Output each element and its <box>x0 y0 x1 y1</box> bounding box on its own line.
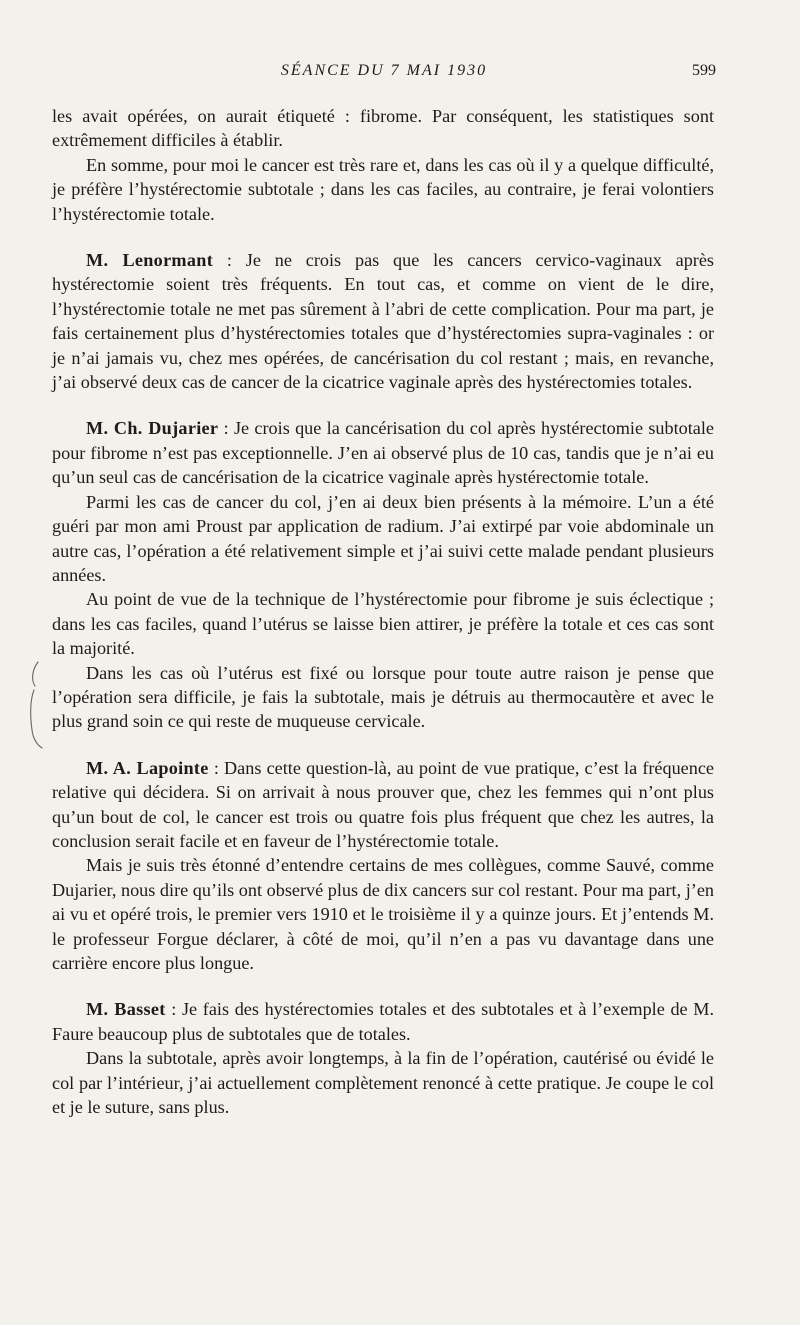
paragraph-text: : Je ne crois pas que les cancers cervico-vaginaux après hystérectomie soient très fréquents. En tout cas, et comme on vient de le dire, l’hystérectomie totale ne met pas sûrement à l’abri de cette complication. Pour ma part, je fais certainement plus d’hystérectomies totales que d’hystérectomies supra-vaginales : or je n’ai jamais vu, chez mes opérées, de cancérisation du col restant ; mais, en revanche, j’ai observé deux cas de cancer de la cicatrice vaginale après des hystérectomies totales. <box>52 250 715 393</box>
speech-paragraph <box>52 416 714 489</box>
paragraph-text: les avait opérées, on aurait étiqueté : fibrome. Par conséquent, les statistiques sont extrêmement difficiles à établir. <box>52 106 714 151</box>
paragraph-text: : Je crois que la cancérisation du col après hystérectomie subtotale pour fibrome n’est pas exceptionnelle. J’en ai observé plus de 10 cas, tandis que je n’ai eu qu’un seul cas de cancérisation de la cicatrice vaginale après hystérectomie totale. <box>52 418 714 488</box>
paragraph-text: Dans les cas où l’utérus est fixé ou lorsque pour toute autre raison je pense que l’opération sera difficile, je fais la subtotale, mais je détruis au thermocautère et avec le plus grand soin ce qui reste de muqueuse cervicale. <box>52 662 714 732</box>
speaker-name: M. A. Lapointe <box>86 757 209 778</box>
paragraph-text: En somme, pour moi le cancer est très rare et, dans les cas où il y a quelque difficulté, je préfère l’hystérectomie subtotale ; dans les cas faciles, au contraire, je ferai volontiers l’hystérectomie totale. <box>52 154 714 224</box>
paragraph-text: Dans la subtotale, après avoir longtemps, à la fin de l’opération, cautérisé ou évidé le col par l’intérieur, j’ai actuellement complètement renoncé à cette pratique. Je coupe le col et je le suture, sans plus. <box>52 1048 714 1118</box>
speech-paragraph <box>52 997 714 1046</box>
speech-paragraph <box>52 248 714 394</box>
page-header <box>52 62 716 86</box>
speaker-name: M. Lenormant <box>86 250 214 271</box>
paragraph-text: Au point de vue de la technique de l’hystérectomie pour fibrome je suis éclectique ; dans les cas faciles, quand l’utérus se laisse bien attirer, je préfère la totale et ces cas sont la majorité. <box>52 589 714 659</box>
paragraph-text: : Dans cette question-là, au point de vue pratique, c’est la fréquence relative qui décidera. Si on arrivait à nous prouver que, chez les femmes qui n’ont plus qu’un bout de col, le cancer est trois ou quatre fois plus fréquent que chez les autres, la conclusion serait facile et en faveur de l’hystérectomie totale. <box>52 757 714 851</box>
paragraph-text: Parmi les cas de cancer du col, j’en ai deux bien présents à la mémoire. L’un a été guéri par mon ami Proust par application de radium. J’ai extirpé par voie abdominale un autre cas, l’opération a été relativement simple et j’ai suivi cette malade pendant plusieurs années. <box>52 491 714 585</box>
page-number: 599 <box>692 62 716 79</box>
handwritten-margin-bracket-icon <box>26 660 50 752</box>
paragraph-text: : Je fais des hystérectomies totales et des subtotales et à l’exemple de M. Faure beaucoup plus de subtotales que de totales. <box>52 999 714 1044</box>
paragraph <box>52 104 714 153</box>
paragraph <box>52 153 714 226</box>
paragraph <box>52 1046 714 1119</box>
running-head: SÉANCE DU 7 MAI 1930 <box>280 62 488 79</box>
paragraph <box>52 490 714 588</box>
paragraph <box>52 587 714 660</box>
speech-paragraph <box>52 756 714 854</box>
paragraph <box>52 661 714 734</box>
speaker-name: M. Ch. Dujarier <box>86 418 219 439</box>
paragraph <box>52 853 714 975</box>
speaker-name: M. Basset <box>86 999 166 1020</box>
document-body <box>52 104 714 1119</box>
paragraph-text: Mais je suis très étonné d’entendre certains de mes collègues, comme Sauvé, comme Dujarier, nous dire qu’ils ont observé plus de dix cancers sur col restant. Pour ma part, j’en ai vu et opéré trois, le premier vers 1910 et le troisième il y a quinze jours. Et j’entends M. le professeur Forgue déclarer, à côté de moi, qu’il n’en a pas vu davantage dans une carrière encore plus longue. <box>52 855 714 973</box>
